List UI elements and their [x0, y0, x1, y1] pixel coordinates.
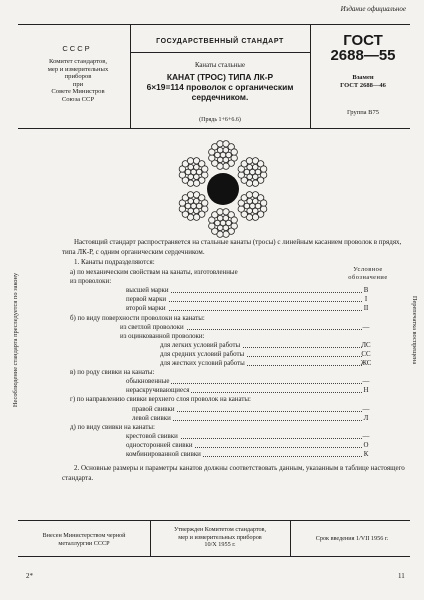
- wire-circle: [194, 174, 200, 180]
- list-item-label: второй марки: [126, 305, 166, 313]
- footer-line: 10/X 1955 г.: [204, 541, 236, 548]
- wire-circle: [252, 164, 258, 170]
- side-note-right-wrap: [410, 250, 420, 410]
- wire-circle: [223, 163, 229, 169]
- wire-circle: [188, 164, 194, 170]
- designation-code: Л: [363, 414, 369, 422]
- header-top-rule: [18, 24, 410, 25]
- list-item-label: б) по виду поверхности проволоки на канаты:: [70, 314, 205, 322]
- wire-circle: [231, 217, 237, 223]
- wire-circle: [202, 166, 208, 172]
- footer-line: Внесен Министерством черной: [42, 532, 126, 539]
- committee-line: Комитет стандартов,: [49, 58, 107, 65]
- list-item: [62, 441, 362, 450]
- wire-circle: [247, 198, 253, 204]
- designation-code: —: [362, 323, 370, 331]
- footer-introduced-by: [24, 532, 144, 547]
- item-1-heading: 1. Канаты подразделяются:: [74, 258, 155, 266]
- legend-header-line: обозначение: [348, 273, 388, 281]
- wire-circle: [252, 174, 258, 180]
- wire-circle: [231, 149, 237, 155]
- wire-circle: [194, 198, 200, 204]
- page-mark-left: 2*: [26, 572, 33, 580]
- committee-line: при: [72, 80, 84, 88]
- designation-code: —: [362, 405, 370, 413]
- footer-line: мер и измерительных приборов: [178, 533, 262, 541]
- wire-circle: [217, 141, 223, 147]
- wire-circle: [238, 172, 244, 178]
- rope-cross-section-illustration: [168, 134, 278, 244]
- designation-code: I: [364, 296, 368, 304]
- edition-label: Издание официальное: [340, 5, 406, 13]
- wire-circle: [187, 158, 193, 164]
- designation-code: ЛС: [361, 341, 371, 349]
- wire-circle: [194, 208, 200, 214]
- standard-type: ГОСУДАРСТВЕННЫЙ СТАНДАРТ: [156, 38, 284, 45]
- list-item: [62, 386, 362, 395]
- list-item-label: крестовой свивки: [126, 432, 178, 440]
- title-line: 6×19=114 проволок с органическим: [146, 82, 294, 92]
- list-item-label: левой свивки: [132, 414, 171, 422]
- committee-line: Совете Министров: [51, 88, 105, 96]
- list-item: [62, 323, 362, 332]
- gost-code: 2688—55: [330, 47, 396, 64]
- list-item-label: комбинированной свивки: [126, 451, 201, 458]
- wire-circle: [246, 158, 252, 164]
- ussr-label: СССР: [62, 44, 92, 53]
- list-item-label: г) по направлению свивки верхнего слоя проволок на канаты:: [70, 396, 251, 404]
- list-item: [62, 277, 362, 286]
- wire-circle: [179, 206, 185, 212]
- gost-label: ГОСТ: [343, 32, 383, 49]
- list-item-label: в) по роду свивки на канаты:: [70, 369, 155, 377]
- footer-divider-right: [290, 520, 291, 556]
- item-2-paragraph: 2. Основные размеры и параметры канатов должны соответствовать данным, указанным в таблице настоящего стандарта.: [62, 464, 405, 482]
- footer-line: металлургии СССР: [58, 539, 110, 547]
- wire-circle: [202, 200, 208, 206]
- list-item: [62, 405, 362, 414]
- wire-circle: [252, 180, 258, 186]
- committee-block: [30, 58, 126, 104]
- list-item: [62, 268, 362, 277]
- designation-code: СС: [361, 350, 371, 358]
- list-item-label: из проволоки:: [70, 278, 112, 286]
- wire-circle: [209, 223, 215, 229]
- list-item: [62, 414, 362, 423]
- footer-bottom-rule: [18, 556, 410, 557]
- title-line: КАНАТ (ТРОС) ТИПА ЛК-Р: [166, 72, 274, 82]
- list-item-label: нераскручивающиеся: [126, 387, 190, 395]
- list-item-label: а) по механическим свойствам на канаты, изготовленные: [70, 269, 238, 276]
- side-note-right: Перепечатка воспрещена: [411, 295, 418, 365]
- header-title-rule: [130, 52, 310, 53]
- list-item-label: для средних условий работы: [160, 350, 245, 358]
- list-item-label: д) по виду свивки на канаты:: [70, 423, 155, 431]
- subtitle: Канаты стальные: [194, 62, 246, 69]
- wire-circle: [194, 164, 200, 170]
- list-item: [62, 423, 362, 432]
- wire-circle: [223, 215, 229, 221]
- list-item: [62, 341, 362, 350]
- committee-line: мер и измерительных: [47, 65, 109, 73]
- wire-circle: [252, 208, 258, 214]
- replaces-label: Взамен: [352, 74, 374, 81]
- wire-circle: [217, 215, 223, 221]
- designation-code: —: [362, 432, 370, 440]
- intro-paragraph: Настоящий стандарт распространяется на стальные канаты (тросы) с линейным касанием проволок в прядях, типа ЛК-Р, с одним органическим сердечником.: [62, 238, 402, 256]
- list-item-label: для жестких условий работы: [160, 360, 245, 367]
- replaces-value: ГОСТ 2688—46: [340, 82, 386, 89]
- list-item: [62, 332, 362, 341]
- wire-circle: [246, 192, 252, 198]
- side-note-left: Несоблюдение стандарта преследуется по закону: [12, 272, 19, 408]
- list-item: [62, 359, 362, 368]
- designation-code: В: [363, 287, 369, 295]
- list-item: [62, 314, 362, 323]
- wire-circle: [252, 198, 258, 204]
- wire-circle: [209, 155, 215, 161]
- list-item-label: односторонней свивки: [126, 441, 193, 449]
- replaces-block: [318, 74, 408, 90]
- footer-line: Утвержден Комитетом стандартов,: [173, 526, 267, 533]
- group-label: Группа В75: [346, 109, 380, 116]
- list-item-label: первой марки: [126, 296, 167, 304]
- gost-number: [318, 33, 408, 63]
- header-bottom-rule: [18, 128, 410, 129]
- wire-circle: [260, 166, 266, 172]
- list-item: [62, 432, 362, 441]
- list-item: [62, 368, 362, 377]
- legend-header-line: Условное: [353, 266, 383, 273]
- wire-circle: [217, 209, 223, 215]
- wire-circle: [223, 157, 229, 163]
- footer-effective-date: Срок введения 1/VII 1956 г.: [315, 535, 389, 542]
- list-item: [62, 450, 362, 459]
- page-title: [120, 72, 320, 102]
- wire-circle: [247, 164, 253, 170]
- list-item-label: из оцинкованной проволоки:: [120, 332, 205, 340]
- wire-circle: [217, 147, 223, 153]
- list-item: [62, 350, 362, 359]
- footer-divider-left: [150, 520, 151, 556]
- wire-circle: [223, 225, 229, 231]
- wire-circle: [193, 180, 199, 186]
- wire-circle: [252, 214, 258, 220]
- designation-code: —: [362, 378, 370, 386]
- wire-circle: [223, 147, 229, 153]
- page-number: 11: [398, 572, 405, 580]
- side-note-left-wrap: [12, 220, 22, 460]
- designation-code: II: [363, 305, 369, 313]
- list-item-label: из светлой проволоки: [120, 323, 184, 331]
- wire-circle: [223, 231, 229, 237]
- footer-approved-by: [154, 526, 286, 549]
- list-item: [62, 395, 362, 404]
- list-item: [62, 295, 362, 304]
- list-item-label: для легких условий работы: [160, 341, 241, 349]
- committee-line: приборов: [64, 73, 92, 81]
- wire-circle: [193, 214, 199, 220]
- wire-circle: [179, 172, 185, 178]
- list-item-label: высшей марки: [126, 287, 169, 295]
- list-item: [62, 304, 362, 313]
- title-line: сердечником.: [191, 92, 249, 102]
- wire-circle: [260, 200, 266, 206]
- strand-formula: (Прядь 1+6+6.6): [199, 117, 241, 123]
- wire-circle: [238, 206, 244, 212]
- designation-code: ЖС: [360, 360, 372, 367]
- list-item-label: обыкновенные: [126, 378, 170, 386]
- footer-top-rule: [18, 520, 410, 521]
- list-item: [62, 377, 362, 386]
- committee-line: Союза ССР: [61, 95, 95, 103]
- list-item-label: правой свивки: [132, 405, 175, 413]
- list-item: [62, 286, 362, 295]
- designation-code: Н: [363, 387, 369, 395]
- designation-code: К: [363, 451, 369, 458]
- wire-circle: [187, 192, 193, 198]
- wire-circle: [188, 198, 194, 204]
- designation-code: О: [363, 441, 369, 449]
